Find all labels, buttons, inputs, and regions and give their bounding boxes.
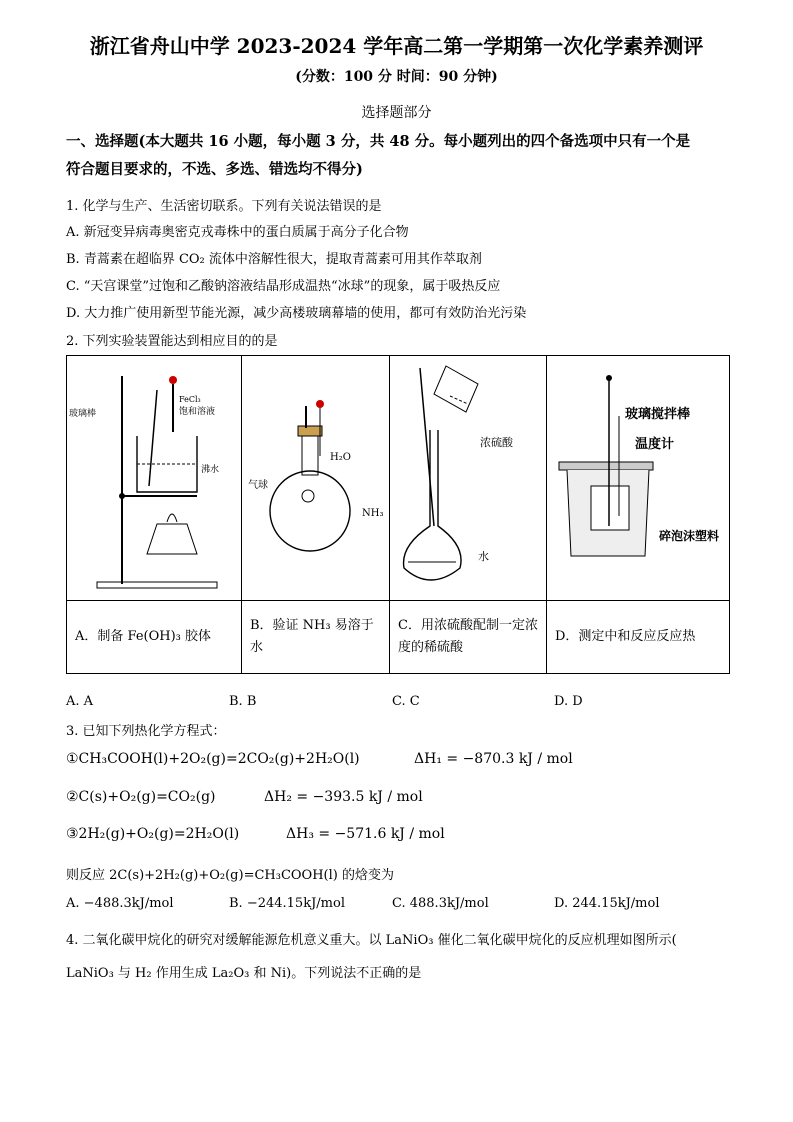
fig-d-cell [547, 356, 730, 601]
fig-d-calorimeter [547, 356, 729, 596]
q1-option-d: D. 大力推广使用新型节能光源，减少高楼玻璃幕墙的使用，都可有效防治光污染 [66, 306, 527, 321]
fig-a-label-rod: 玻璃棒 [69, 409, 97, 419]
fig-a-cell [67, 356, 242, 601]
q2-apparatus-table [66, 355, 730, 674]
q1-option-c: C. “天宫课堂”过饱和乙酸钠溶液结晶形成温热“冰球”的现象，属于吸热反应 [66, 279, 501, 294]
q3-dh-2: ΔH₂ = −393.5 kJ / mol [264, 789, 423, 805]
q4-line2: LaNiO₃ 与 H₂ 作用生成 La₂O₃ 和 Ni)。下列说法不正确的是 [66, 966, 422, 981]
fig-b-label-h2o: H₂O [330, 452, 351, 463]
q2-choice-d: D. D [554, 694, 583, 709]
fig-c-label-acid: 浓硫酸 [480, 436, 513, 449]
part-heading-line2: 符合题目要求的，不选、多选、错选均不得分) [66, 161, 363, 178]
fig-d-label-rod: 玻璃搅拌棒 [625, 407, 691, 422]
fig-b-cell [242, 356, 390, 601]
caption-a: A．制备 Fe(OH)₃ 胶体 [67, 601, 242, 674]
exam-info: (分数：100 分 时间：90 分钟) [295, 69, 498, 85]
q4-line1: 4. 二氧化碳甲烷化的研究对缓解能源危机意义重大。以 LaNiO₃ 催化二氧化碳甲烷化的反应机理如图所示( [66, 933, 677, 948]
q2-choice-b: B. B [229, 694, 257, 709]
caption-c: C．用浓硫酸配制一定浓度的稀硫酸 [390, 601, 547, 674]
section-heading: 选择题部分 [361, 105, 432, 121]
q2-stem: 2. 下列实验装置能达到相应目的的是 [66, 334, 278, 349]
q1-option-b: B. 青蒿素在超临界 CO₂ 流体中溶解性很大，提取青蒿素可用其作萃取剂 [66, 252, 482, 267]
q3-dh-1: ΔH₁ = −870.3 kJ / mol [414, 751, 573, 767]
q1-stem: 1. 化学与生产、生活密切联系。下列有关说法错误的是 [66, 199, 382, 214]
fig-a-label-water: 沸水 [201, 465, 220, 475]
fig-c-label-water: 水 [478, 550, 489, 563]
page-title: 浙江省舟山中学 2023-2024 学年高二第一学期第一次化学素养测评 [89, 34, 704, 58]
q3-equation-1: ①CH₃COOH(l)+2O₂(g)=2CO₂(g)+2H₂O(l) [66, 751, 360, 767]
fig-a-fe-oh3-colloid-apparatus [67, 356, 241, 596]
fig-d-label-foam: 碎泡沫塑料 [659, 529, 720, 543]
q3-choice-c: C. 488.3kJ/mol [392, 896, 489, 911]
q2-choice-a: A. A [66, 694, 94, 709]
q3-equation-3: ③2H₂(g)+O₂(g)=2H₂O(l) [66, 826, 240, 842]
fig-a-label-sat: 饱和溶液 [179, 407, 216, 417]
part-heading-line1: 一、选择题(本大题共 16 小题，每小题 3 分，共 48 分。每小题列出的四个备选项中只有一个是 [66, 133, 691, 150]
q1-option-a: A. 新冠变异病毒奥密克戎毒株中的蛋白质属于高分子化合物 [66, 225, 409, 240]
q3-equation-2: ②C(s)+O₂(g)=CO₂(g) [66, 789, 216, 805]
q3-choice-b: B. −244.15kJ/mol [229, 896, 345, 911]
fig-d-label-thermo: 温度计 [635, 437, 675, 452]
q2-choice-c: C. C [392, 694, 420, 709]
fig-b-label-nh3: NH₃ [362, 508, 384, 519]
q3-choice-a: A. −488.3kJ/mol [66, 896, 174, 911]
fig-b-label-balloon: 气球 [248, 480, 268, 491]
fig-a-label-fecl3: FeCl₃ [179, 395, 201, 404]
q3-dh-3: ΔH₃ = −571.6 kJ / mol [286, 826, 445, 842]
fig-c-dilution-apparatus [390, 356, 546, 596]
q3-stem: 3. 已知下列热化学方程式： [66, 724, 226, 739]
q3-choice-d: D. 244.15kJ/mol [554, 896, 660, 911]
caption-b: B．验证 NH₃ 易溶于水 [242, 601, 390, 674]
fig-c-cell [390, 356, 547, 601]
caption-d: D．测定中和反应反应热 [547, 601, 730, 674]
q3-question: 则反应 2C(s)+2H₂(g)+O₂(g)=CH₃COOH(l) 的焓变为 [66, 868, 394, 883]
fig-b-nh3-fountain-apparatus [242, 356, 389, 596]
